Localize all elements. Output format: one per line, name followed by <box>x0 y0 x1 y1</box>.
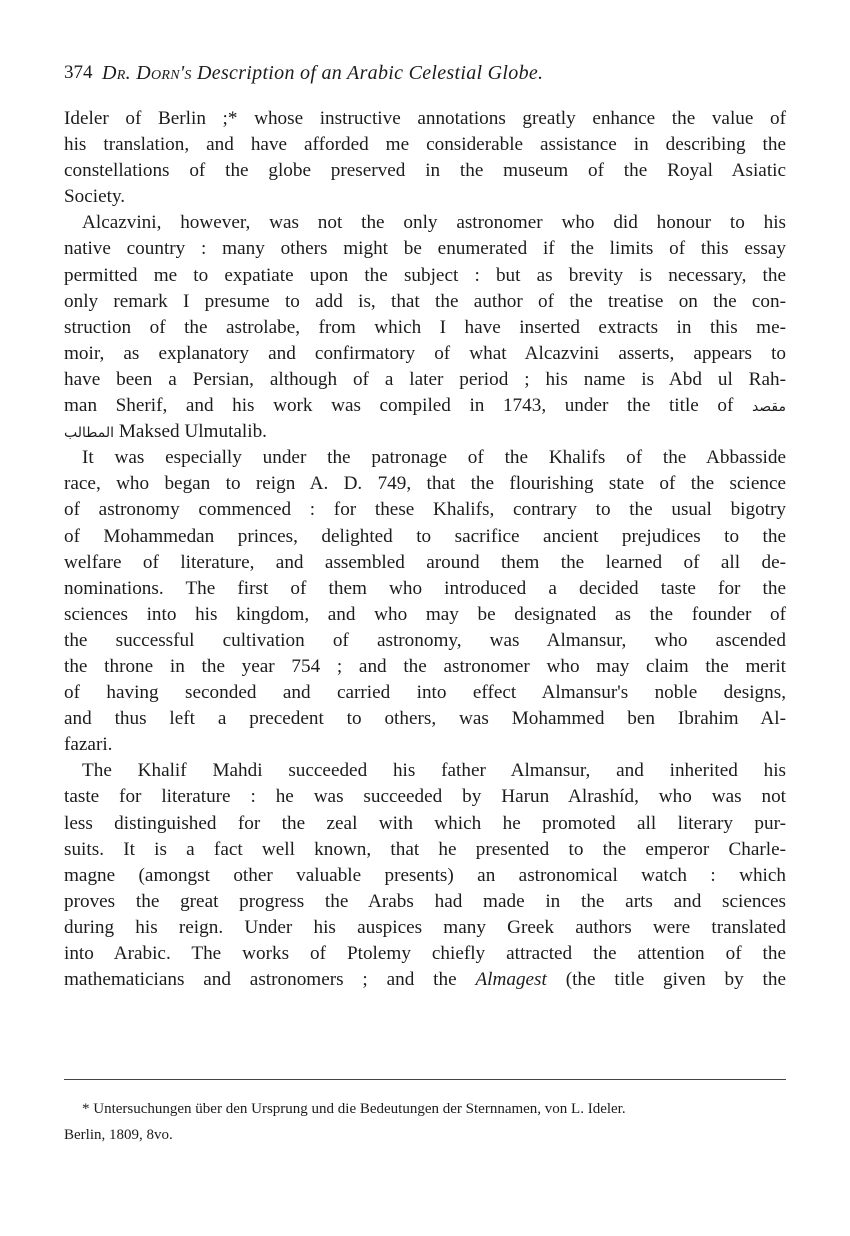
text-line: his translation, and have afforded me considerable assistance in describing the <box>64 134 786 156</box>
text-line: native country : many others might be enumerated if the limits of this essay <box>64 238 786 260</box>
text-line: Alcazvini, however, was not the only astronomer who did honour to his <box>82 212 786 234</box>
footnote-line: Berlin, 1809, 8vo. <box>64 1127 173 1143</box>
text-segment: Maksed Ulmutalib. <box>118 421 267 443</box>
footnote-line: * Untersuchungen über den Ursprung und die Bedeutungen der Sternnamen, von L. Ideler. <box>82 1101 626 1117</box>
text-line: the successful cultivation of astronomy, was Almansur, who ascended <box>64 629 786 651</box>
page-number: 374 <box>64 62 93 83</box>
text-line: during his reign. Under his auspices many Greek authors were translated <box>64 916 786 938</box>
text-line: Society. <box>64 186 126 208</box>
text-line: permitted me to expatiate upon the subject : but as brevity is necessary, the <box>64 264 786 286</box>
text-segment: mathematicians and astronomers ; and the <box>64 969 457 991</box>
text-line: It was especially under the patronage of the Khalifs of the Abbasside <box>82 447 786 469</box>
text-line: have been a Persian, although of a later period ; his name is Abd ul Rah- <box>64 368 786 390</box>
text-line: struction of the astrolabe, from which I have inserted extracts in this me- <box>64 316 786 338</box>
text-line: only remark I presume to add is, that the author of the treatise on the con- <box>64 290 786 312</box>
text-line: taste for literature : he was succeeded by Harun Alrashíd, who was not <box>64 786 786 808</box>
text-line: of Mohammedan princes, delighted to sacrifice ancient prejudices to the <box>64 525 786 547</box>
text-line: constellations of the globe preserved in the museum of the Royal Asiatic <box>64 160 786 182</box>
footnote-divider <box>64 1079 786 1080</box>
text-line-with-arabic <box>64 393 786 419</box>
text-line-with-italic <box>64 967 786 993</box>
body-text <box>64 106 786 993</box>
text-segment: man Sherif, and his work was compiled in 1743, under the title of <box>64 395 734 417</box>
arabic-title-part1: مقصد <box>751 399 787 416</box>
text-line: welfare of literature, and assembled around them the learned of all de- <box>64 551 786 573</box>
text-line: and thus left a precedent to others, was Mohammed ben Ibrahim Al- <box>64 708 786 730</box>
text-segment: (the title given by the <box>546 969 786 991</box>
text-line: sciences into his kingdom, and who may be designated as the founder of <box>64 603 786 625</box>
arabic-title-part2: المطالب <box>64 425 115 442</box>
text-line: of having seconded and carried into effect Almansur's noble designs, <box>64 682 786 704</box>
text-line: into Arabic. The works of Ptolemy chiefly attracted the attention of the <box>64 943 786 964</box>
text-line-with-arabic <box>64 419 786 445</box>
text-line: The Khalif Mahdi succeeded his father Almansur, and inherited his <box>82 760 786 782</box>
text-line: race, who began to reign A. D. 749, that the flourishing state of the science <box>64 473 786 495</box>
text-line: the throne in the year 754 ; and the astronomer who may claim the merit <box>64 655 786 677</box>
running-head <box>64 62 786 92</box>
text-line: moir, as explanatory and confirmatory of what Alcazvini asserts, appears to <box>64 342 786 364</box>
text-line: suits. It is a fact well known, that he presented to the emperor Charle- <box>64 838 786 860</box>
text-line: Ideler of Berlin ;* whose instructive annotations greatly enhance the value of <box>64 108 786 129</box>
text-line: fazari. <box>64 734 113 756</box>
italic-almagest: Almagest <box>475 969 547 991</box>
running-title <box>102 62 543 85</box>
text-line: proves the great progress the Arabs had made in the arts and sciences <box>64 890 786 912</box>
text-line: magne (amongst other valuable presents) an astronomical watch : which <box>64 864 786 886</box>
running-title-rest: Description of an Arabic Celestial Globe. <box>191 62 544 84</box>
running-title-author: Dr. Dorn's <box>102 62 192 84</box>
text-line: nominations. The first of them who introduced a decided taste for the <box>64 577 786 599</box>
text-line: of astronomy commenced : for these Khalifs, contrary to the usual bigotry <box>64 499 786 521</box>
footnote <box>64 1096 786 1148</box>
text-line: less distinguished for the zeal with which he promoted all literary pur- <box>64 812 786 834</box>
